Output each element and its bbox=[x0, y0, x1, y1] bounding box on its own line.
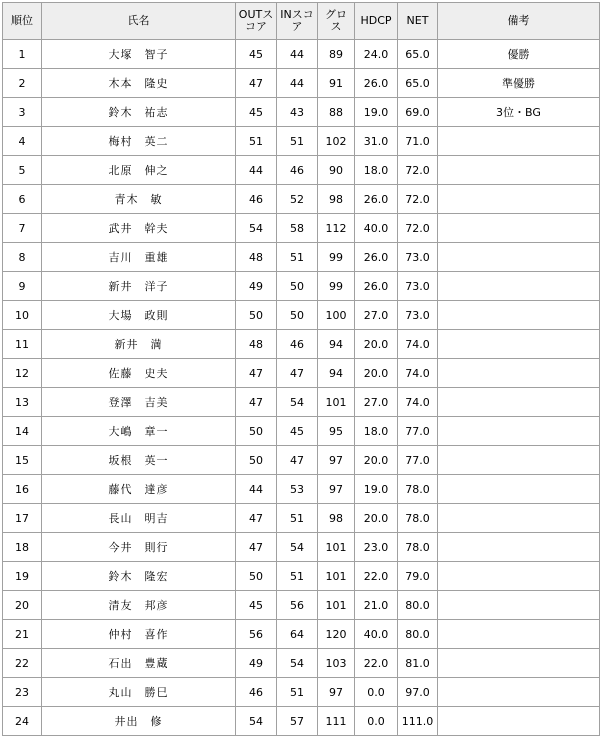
notes-cell bbox=[438, 417, 600, 446]
rank-cell: 3 bbox=[3, 98, 42, 127]
rank-cell: 7 bbox=[3, 214, 42, 243]
in-score-cell: 52 bbox=[277, 185, 318, 214]
notes-cell bbox=[438, 359, 600, 388]
name-cell: 北原 伸之 bbox=[42, 156, 236, 185]
notes-cell: 優勝 bbox=[438, 40, 600, 69]
net-cell: 74.0 bbox=[398, 330, 438, 359]
gross-cell: 100 bbox=[318, 301, 355, 330]
hdcp-cell: 18.0 bbox=[355, 156, 398, 185]
gross-cell: 97 bbox=[318, 475, 355, 504]
out-score-cell: 49 bbox=[236, 272, 277, 301]
name-cell: 登澤 吉美 bbox=[42, 388, 236, 417]
name-cell: 佐藤 史夫 bbox=[42, 359, 236, 388]
notes-cell bbox=[438, 127, 600, 156]
rank-cell: 20 bbox=[3, 591, 42, 620]
in-score-cell: 56 bbox=[277, 591, 318, 620]
out-score-cell: 50 bbox=[236, 301, 277, 330]
header-hdcp: HDCP bbox=[355, 3, 398, 40]
gross-cell: 88 bbox=[318, 98, 355, 127]
rank-cell: 18 bbox=[3, 533, 42, 562]
net-cell: 97.0 bbox=[398, 678, 438, 707]
results-table bbox=[2, 2, 600, 736]
notes-cell bbox=[438, 562, 600, 591]
out-score-cell: 51 bbox=[236, 127, 277, 156]
hdcp-cell: 26.0 bbox=[355, 185, 398, 214]
table-row bbox=[3, 40, 600, 69]
table-row bbox=[3, 649, 600, 678]
net-cell: 74.0 bbox=[398, 359, 438, 388]
in-score-cell: 57 bbox=[277, 707, 318, 736]
out-score-cell: 50 bbox=[236, 446, 277, 475]
hdcp-cell: 20.0 bbox=[355, 359, 398, 388]
header-name: 氏名 bbox=[42, 3, 236, 40]
net-cell: 77.0 bbox=[398, 446, 438, 475]
hdcp-cell: 20.0 bbox=[355, 330, 398, 359]
notes-cell bbox=[438, 649, 600, 678]
out-score-cell: 54 bbox=[236, 707, 277, 736]
rank-cell: 10 bbox=[3, 301, 42, 330]
net-cell: 78.0 bbox=[398, 533, 438, 562]
net-cell: 81.0 bbox=[398, 649, 438, 678]
out-score-cell: 44 bbox=[236, 475, 277, 504]
in-score-cell: 51 bbox=[277, 504, 318, 533]
gross-cell: 102 bbox=[318, 127, 355, 156]
header-net: NET bbox=[398, 3, 438, 40]
in-score-cell: 64 bbox=[277, 620, 318, 649]
gross-cell: 103 bbox=[318, 649, 355, 678]
hdcp-cell: 19.0 bbox=[355, 98, 398, 127]
gross-cell: 95 bbox=[318, 417, 355, 446]
hdcp-cell: 26.0 bbox=[355, 272, 398, 301]
in-score-cell: 50 bbox=[277, 272, 318, 301]
out-score-cell: 47 bbox=[236, 69, 277, 98]
rank-cell: 24 bbox=[3, 707, 42, 736]
gross-cell: 99 bbox=[318, 243, 355, 272]
rank-cell: 1 bbox=[3, 40, 42, 69]
gross-cell: 101 bbox=[318, 591, 355, 620]
rank-cell: 22 bbox=[3, 649, 42, 678]
notes-cell bbox=[438, 330, 600, 359]
rank-cell: 9 bbox=[3, 272, 42, 301]
in-score-cell: 51 bbox=[277, 243, 318, 272]
out-score-cell: 45 bbox=[236, 591, 277, 620]
notes-cell bbox=[438, 185, 600, 214]
notes-cell bbox=[438, 243, 600, 272]
name-cell: 長山 明吉 bbox=[42, 504, 236, 533]
net-cell: 65.0 bbox=[398, 40, 438, 69]
notes-cell bbox=[438, 214, 600, 243]
header-rank: 順位 bbox=[3, 3, 42, 40]
rank-cell: 13 bbox=[3, 388, 42, 417]
header-out-score: OUTスコア bbox=[236, 3, 277, 40]
notes-cell bbox=[438, 475, 600, 504]
name-cell: 丸山 勝巳 bbox=[42, 678, 236, 707]
in-score-cell: 50 bbox=[277, 301, 318, 330]
table-row bbox=[3, 214, 600, 243]
name-cell: 大場 政則 bbox=[42, 301, 236, 330]
gross-cell: 101 bbox=[318, 562, 355, 591]
name-cell: 大嶋 章一 bbox=[42, 417, 236, 446]
out-score-cell: 47 bbox=[236, 533, 277, 562]
notes-cell bbox=[438, 678, 600, 707]
name-cell: 鈴木 隆宏 bbox=[42, 562, 236, 591]
header-notes: 備考 bbox=[438, 3, 600, 40]
net-cell: 80.0 bbox=[398, 591, 438, 620]
table-row bbox=[3, 591, 600, 620]
in-score-cell: 53 bbox=[277, 475, 318, 504]
name-cell: 木本 隆史 bbox=[42, 69, 236, 98]
gross-cell: 101 bbox=[318, 533, 355, 562]
out-score-cell: 46 bbox=[236, 185, 277, 214]
name-cell: 新井 満 bbox=[42, 330, 236, 359]
net-cell: 73.0 bbox=[398, 243, 438, 272]
net-cell: 72.0 bbox=[398, 214, 438, 243]
rank-cell: 17 bbox=[3, 504, 42, 533]
rank-cell: 4 bbox=[3, 127, 42, 156]
hdcp-cell: 20.0 bbox=[355, 504, 398, 533]
hdcp-cell: 23.0 bbox=[355, 533, 398, 562]
notes-cell: 準優勝 bbox=[438, 69, 600, 98]
in-score-cell: 44 bbox=[277, 40, 318, 69]
out-score-cell: 48 bbox=[236, 330, 277, 359]
hdcp-cell: 26.0 bbox=[355, 69, 398, 98]
in-score-cell: 58 bbox=[277, 214, 318, 243]
notes-cell bbox=[438, 620, 600, 649]
table-row bbox=[3, 707, 600, 736]
rank-cell: 23 bbox=[3, 678, 42, 707]
name-cell: 藤代 達彦 bbox=[42, 475, 236, 504]
hdcp-cell: 0.0 bbox=[355, 707, 398, 736]
name-cell: 青木 敏 bbox=[42, 185, 236, 214]
gross-cell: 112 bbox=[318, 214, 355, 243]
out-score-cell: 47 bbox=[236, 504, 277, 533]
in-score-cell: 54 bbox=[277, 649, 318, 678]
hdcp-cell: 26.0 bbox=[355, 243, 398, 272]
out-score-cell: 50 bbox=[236, 562, 277, 591]
header-gross: グロス bbox=[318, 3, 355, 40]
header-row bbox=[3, 3, 600, 40]
out-score-cell: 47 bbox=[236, 388, 277, 417]
table-row bbox=[3, 185, 600, 214]
gross-cell: 94 bbox=[318, 359, 355, 388]
table-row bbox=[3, 475, 600, 504]
rank-cell: 12 bbox=[3, 359, 42, 388]
gross-cell: 97 bbox=[318, 678, 355, 707]
rank-cell: 16 bbox=[3, 475, 42, 504]
out-score-cell: 45 bbox=[236, 98, 277, 127]
table-row bbox=[3, 388, 600, 417]
rank-cell: 8 bbox=[3, 243, 42, 272]
name-cell: 石出 豊蔵 bbox=[42, 649, 236, 678]
table-row bbox=[3, 127, 600, 156]
hdcp-cell: 27.0 bbox=[355, 301, 398, 330]
gross-cell: 101 bbox=[318, 388, 355, 417]
in-score-cell: 44 bbox=[277, 69, 318, 98]
rank-cell: 5 bbox=[3, 156, 42, 185]
net-cell: 77.0 bbox=[398, 417, 438, 446]
out-score-cell: 44 bbox=[236, 156, 277, 185]
rank-cell: 14 bbox=[3, 417, 42, 446]
hdcp-cell: 18.0 bbox=[355, 417, 398, 446]
out-score-cell: 45 bbox=[236, 40, 277, 69]
hdcp-cell: 24.0 bbox=[355, 40, 398, 69]
notes-cell bbox=[438, 156, 600, 185]
gross-cell: 111 bbox=[318, 707, 355, 736]
rank-cell: 19 bbox=[3, 562, 42, 591]
gross-cell: 90 bbox=[318, 156, 355, 185]
notes-cell bbox=[438, 504, 600, 533]
net-cell: 72.0 bbox=[398, 185, 438, 214]
name-cell: 大塚 智子 bbox=[42, 40, 236, 69]
net-cell: 65.0 bbox=[398, 69, 438, 98]
net-cell: 79.0 bbox=[398, 562, 438, 591]
name-cell: 仲村 喜作 bbox=[42, 620, 236, 649]
out-score-cell: 56 bbox=[236, 620, 277, 649]
gross-cell: 99 bbox=[318, 272, 355, 301]
in-score-cell: 51 bbox=[277, 562, 318, 591]
out-score-cell: 50 bbox=[236, 417, 277, 446]
out-score-cell: 48 bbox=[236, 243, 277, 272]
in-score-cell: 45 bbox=[277, 417, 318, 446]
notes-cell bbox=[438, 301, 600, 330]
net-cell: 71.0 bbox=[398, 127, 438, 156]
table-row bbox=[3, 69, 600, 98]
hdcp-cell: 22.0 bbox=[355, 562, 398, 591]
table-row bbox=[3, 562, 600, 591]
out-score-cell: 54 bbox=[236, 214, 277, 243]
notes-cell bbox=[438, 707, 600, 736]
name-cell: 梅村 英二 bbox=[42, 127, 236, 156]
hdcp-cell: 40.0 bbox=[355, 214, 398, 243]
table-row bbox=[3, 301, 600, 330]
gross-cell: 91 bbox=[318, 69, 355, 98]
in-score-cell: 47 bbox=[277, 446, 318, 475]
table-row bbox=[3, 330, 600, 359]
notes-cell bbox=[438, 272, 600, 301]
name-cell: 吉川 重雄 bbox=[42, 243, 236, 272]
net-cell: 80.0 bbox=[398, 620, 438, 649]
out-score-cell: 49 bbox=[236, 649, 277, 678]
in-score-cell: 47 bbox=[277, 359, 318, 388]
hdcp-cell: 40.0 bbox=[355, 620, 398, 649]
gross-cell: 98 bbox=[318, 185, 355, 214]
hdcp-cell: 22.0 bbox=[355, 649, 398, 678]
hdcp-cell: 27.0 bbox=[355, 388, 398, 417]
table-row bbox=[3, 243, 600, 272]
rank-cell: 11 bbox=[3, 330, 42, 359]
gross-cell: 120 bbox=[318, 620, 355, 649]
notes-cell bbox=[438, 446, 600, 475]
in-score-cell: 43 bbox=[277, 98, 318, 127]
gross-cell: 94 bbox=[318, 330, 355, 359]
rank-cell: 6 bbox=[3, 185, 42, 214]
out-score-cell: 46 bbox=[236, 678, 277, 707]
name-cell: 新井 洋子 bbox=[42, 272, 236, 301]
results-body bbox=[3, 40, 600, 736]
hdcp-cell: 19.0 bbox=[355, 475, 398, 504]
notes-cell bbox=[438, 533, 600, 562]
in-score-cell: 51 bbox=[277, 127, 318, 156]
table-row bbox=[3, 272, 600, 301]
in-score-cell: 51 bbox=[277, 678, 318, 707]
net-cell: 73.0 bbox=[398, 272, 438, 301]
hdcp-cell: 21.0 bbox=[355, 591, 398, 620]
net-cell: 73.0 bbox=[398, 301, 438, 330]
in-score-cell: 54 bbox=[277, 388, 318, 417]
net-cell: 78.0 bbox=[398, 504, 438, 533]
rank-cell: 2 bbox=[3, 69, 42, 98]
gross-cell: 89 bbox=[318, 40, 355, 69]
net-cell: 111.0 bbox=[398, 707, 438, 736]
table-row bbox=[3, 533, 600, 562]
table-row bbox=[3, 417, 600, 446]
in-score-cell: 54 bbox=[277, 533, 318, 562]
name-cell: 今井 則行 bbox=[42, 533, 236, 562]
hdcp-cell: 20.0 bbox=[355, 446, 398, 475]
out-score-cell: 47 bbox=[236, 359, 277, 388]
table-row bbox=[3, 504, 600, 533]
name-cell: 清友 邦彦 bbox=[42, 591, 236, 620]
net-cell: 78.0 bbox=[398, 475, 438, 504]
header-in-score: INスコア bbox=[277, 3, 318, 40]
notes-cell bbox=[438, 388, 600, 417]
net-cell: 74.0 bbox=[398, 388, 438, 417]
table-row bbox=[3, 156, 600, 185]
name-cell: 井出 修 bbox=[42, 707, 236, 736]
table-row bbox=[3, 678, 600, 707]
in-score-cell: 46 bbox=[277, 330, 318, 359]
table-row bbox=[3, 620, 600, 649]
notes-cell: 3位・BG bbox=[438, 98, 600, 127]
gross-cell: 97 bbox=[318, 446, 355, 475]
hdcp-cell: 31.0 bbox=[355, 127, 398, 156]
rank-cell: 15 bbox=[3, 446, 42, 475]
net-cell: 72.0 bbox=[398, 156, 438, 185]
rank-cell: 21 bbox=[3, 620, 42, 649]
name-cell: 武井 幹夫 bbox=[42, 214, 236, 243]
gross-cell: 98 bbox=[318, 504, 355, 533]
table-row bbox=[3, 98, 600, 127]
notes-cell bbox=[438, 591, 600, 620]
hdcp-cell: 0.0 bbox=[355, 678, 398, 707]
table-row bbox=[3, 446, 600, 475]
name-cell: 坂根 英一 bbox=[42, 446, 236, 475]
table-row bbox=[3, 359, 600, 388]
name-cell: 鈴木 祐志 bbox=[42, 98, 236, 127]
in-score-cell: 46 bbox=[277, 156, 318, 185]
net-cell: 69.0 bbox=[398, 98, 438, 127]
